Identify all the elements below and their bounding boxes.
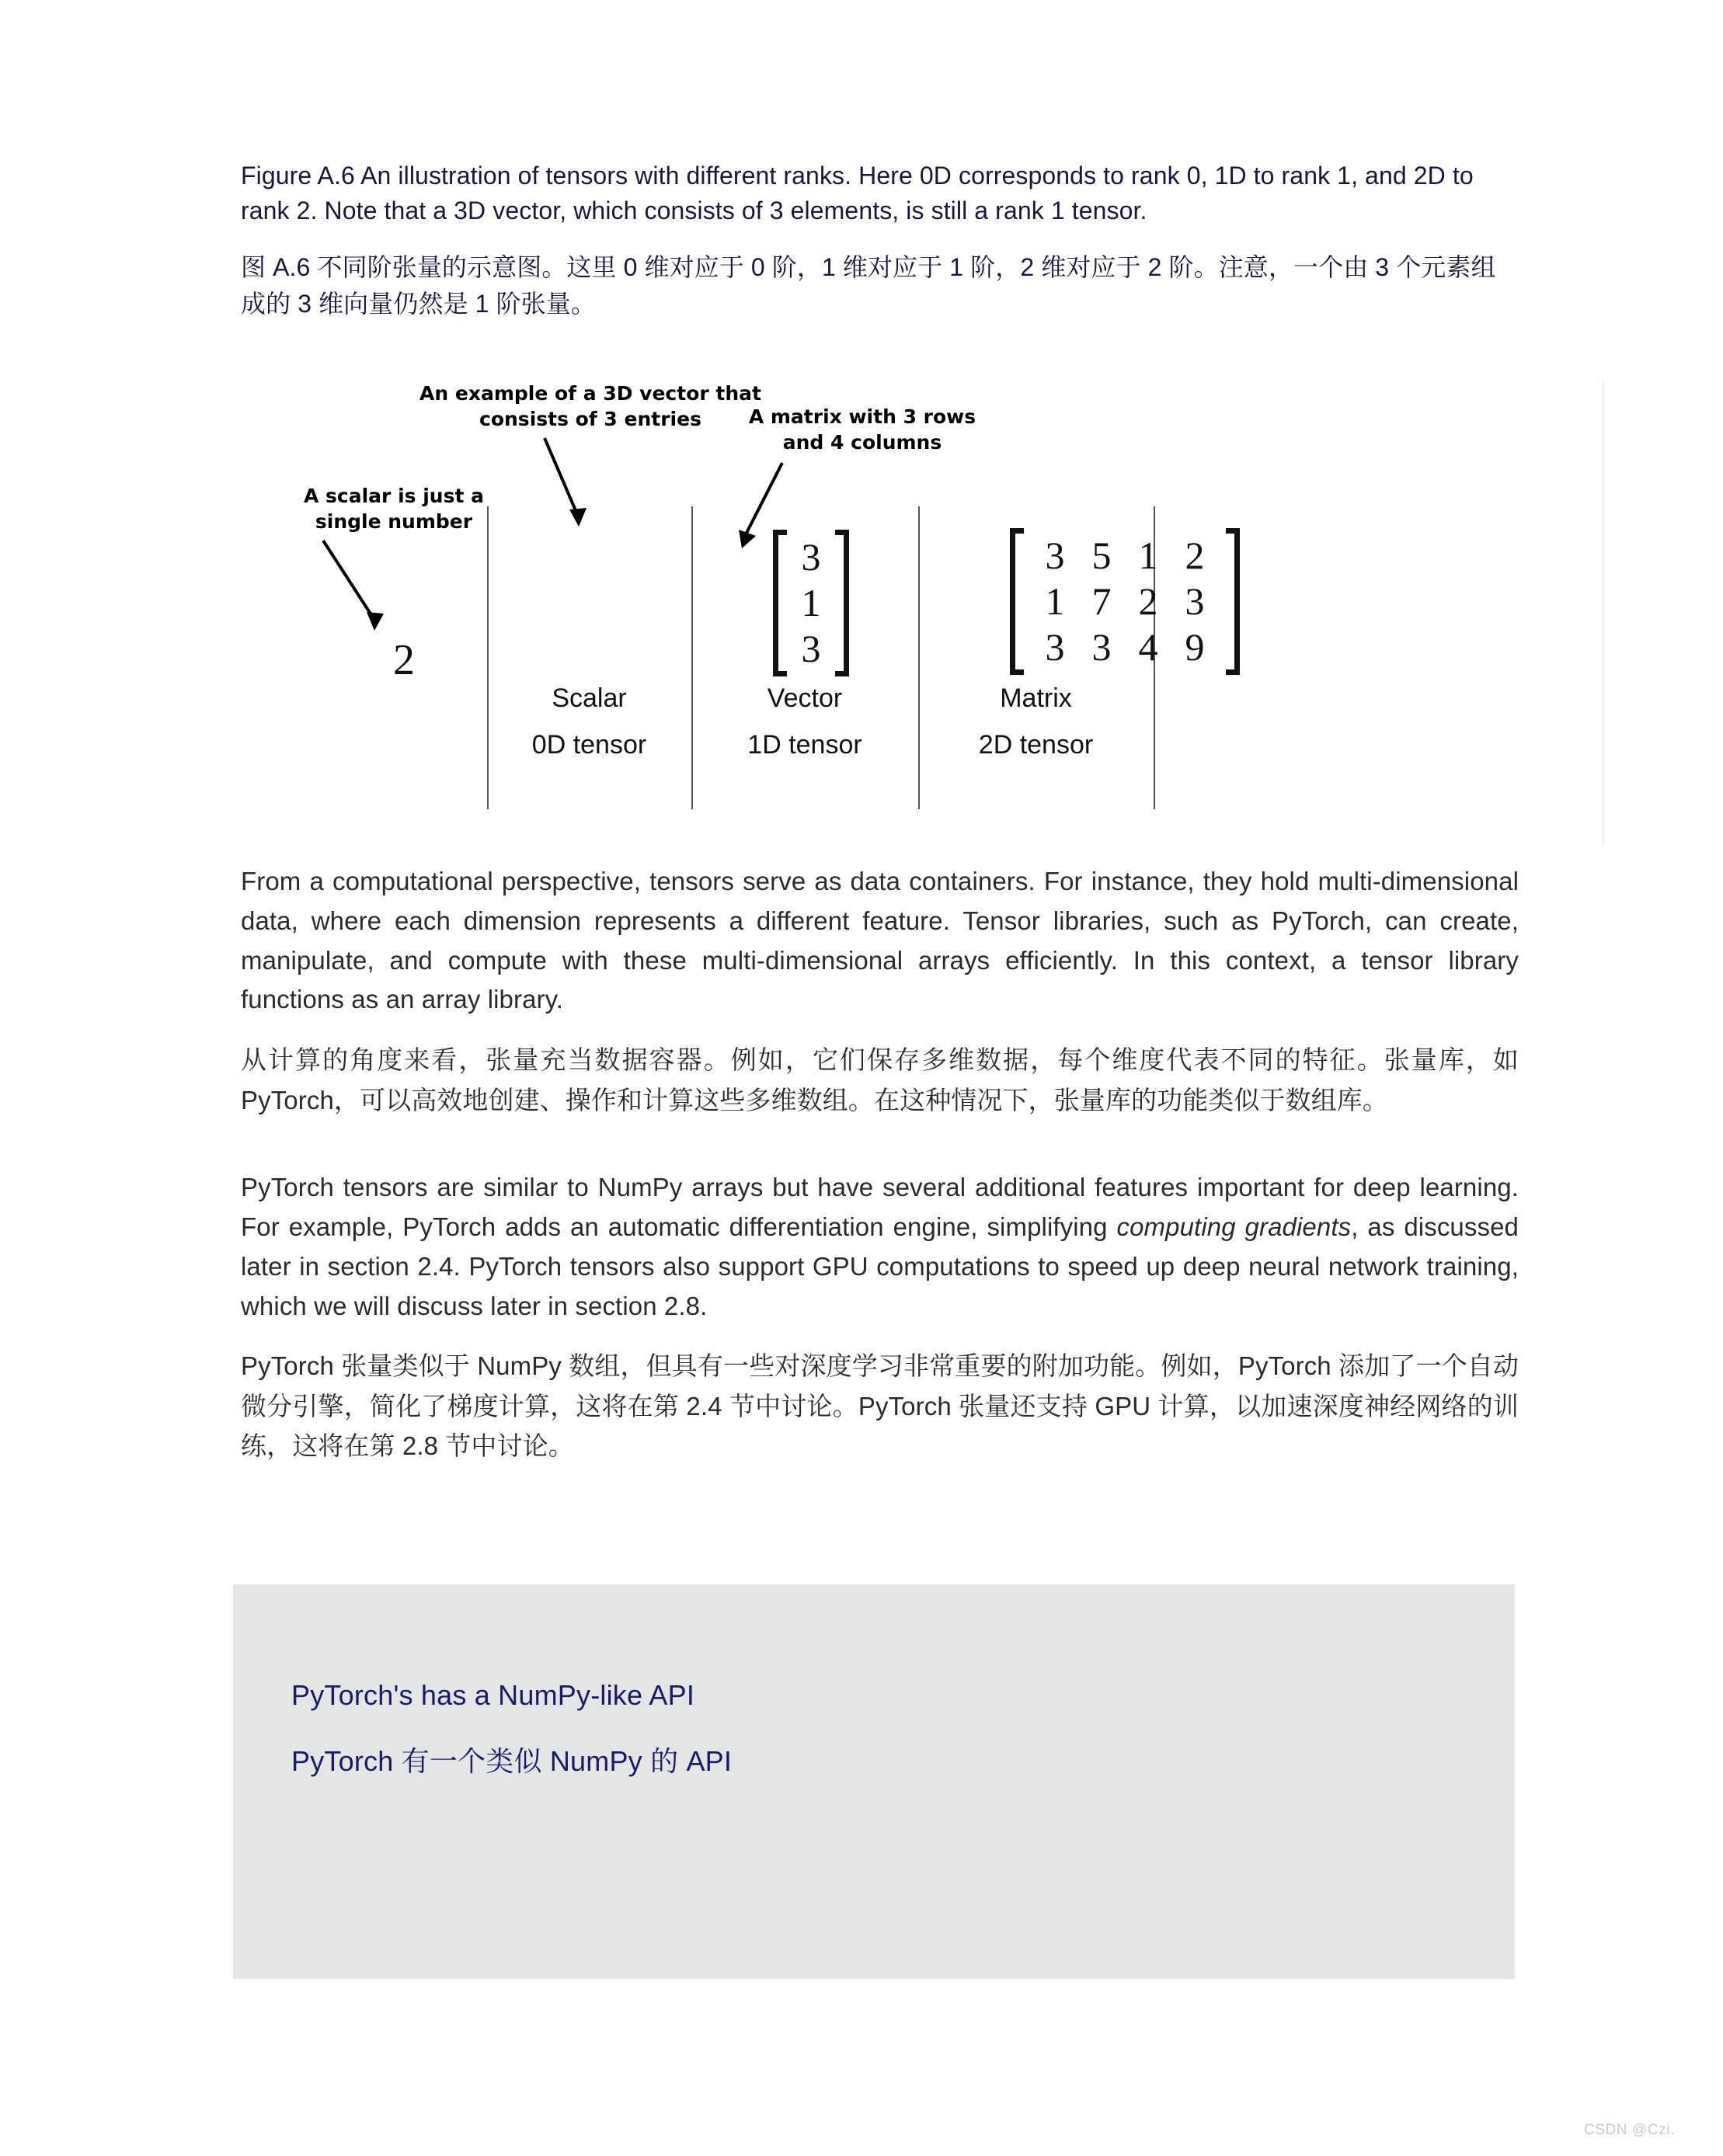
paragraph-2-english-after: , as discussed later in section 2.4. PyTorch tensors also support GPU computations to speed up deep neural network training, which we will discuss later in section 2.8. [241,1212,1519,1320]
callout-chinese: PyTorch 有一个类似 NumPy 的 API [291,1745,733,1777]
matrix-bracket-group [1010,528,1240,675]
matrix-row [1032,624,1218,670]
paragraph-1-english: From a computational perspective, tensors serve as data containers. For instance, they hold multi-dimensional data, where each dimension represents a different feature. Tensor libraries, such as PyTorch, can create, manipulate, and compute with these multi-dimensional arrays efficiently. In this context, a tensor library functions as an array library. [241,867,1519,1014]
matrix-cell: 3 [1045,625,1065,669]
vector-cell: 3 [801,535,821,579]
tier-name-matrix: Matrix [1000,683,1072,713]
body-content [241,862,1519,1466]
tier-name-vector: Vector [767,683,843,713]
matrix-row [1032,533,1218,579]
matrix-cell: 3 [1045,534,1065,577]
matrix-cell: 3 [1091,625,1112,669]
scalar-arrow-icon [318,536,404,637]
spacer [241,1120,1519,1168]
tier-name-scalar: Scalar [552,683,627,713]
paragraph-2-english-before: PyTorch tensors are similar to NumPy arrays but have several additional features important for deep learning. For example, PyTorch adds an automatic differentiation engine, simplifying [241,1173,1519,1241]
matrix-cell: 1 [1138,534,1158,577]
spacer [241,1020,1519,1040]
callout-box [233,1584,1515,1979]
paragraph-2-italic-phrase: computing gradients [1116,1212,1352,1241]
matrix-annotation-line1: A matrix with 3 rows [748,405,976,428]
vector-annotation-line1: An example of a 3D vector that [419,382,761,405]
figure-divider-2 [691,506,693,809]
matrix-annotation [598,404,1126,455]
figure-caption [241,158,1519,322]
vector-row [795,626,827,672]
tier-rank-matrix: 2D tensor [978,730,1094,760]
vector-annotation-line2: consists of 3 entries [479,408,701,430]
figure-right-edge-line [1603,381,1604,847]
matrix-cell: 1 [1045,579,1065,623]
vector-bracket-right [835,530,849,676]
matrix-cell: 9 [1185,625,1205,669]
matrix-cell: 5 [1091,534,1112,577]
matrix-bracket-right [1226,528,1240,675]
matrix-bracket-left [1010,528,1024,675]
tensor-rank-illustration [233,381,1624,847]
vector-cell: 1 [801,581,821,624]
scalar-value: 2 [393,636,415,684]
tier-rank-vector: 1D tensor [747,730,862,760]
figure-caption-chinese: 图 A.6 不同阶张量的示意图。这里 0 维对应于 0 阶，1 维对应于 1 阶，2 维对应于 2 阶。注意，一个由 3 个元素组成的 3 维向量仍然是 1 阶张量。 [241,252,1496,318]
paragraph-1-chinese: 从计算的角度来看，张量充当数据容器。例如，它们保存多维数据，每个维度代表不同的特征。张量库，如 PyTorch，可以高效地创建、操作和计算这些多维数组。在这种情况下，张量库的功能类似于数组库。 [241,1045,1519,1115]
matrix-annotation-line2: and 4 columns [782,431,942,454]
watermark: CSDN @Czi. [1583,2122,1675,2138]
vector-cell: 3 [801,627,821,670]
matrix-row [1032,579,1218,624]
scalar-annotation-line1: A scalar is just a [303,485,485,507]
matrix-cell: 4 [1138,625,1158,669]
matrix-cell: 3 [1185,579,1205,623]
matrix-values [1029,528,1221,675]
callout-english: PyTorch's has a NumPy-like API [291,1679,695,1711]
figure-divider-3 [918,506,920,809]
figure-caption-english: Figure A.6 An illustration of tensors with different ranks. Here 0D corresponds to rank 0, 1D to rank 1, and 2D to rank 2. Note that a 3D vector, which consists of 3 elements, is still a rank 1 tensor. [241,162,1474,225]
matrix-cell: 2 [1185,534,1205,577]
tier-rank-scalar: 0D tensor [531,730,647,760]
matrix-cell: 7 [1091,579,1112,623]
vector-row [795,580,827,626]
figure-divider-1 [487,506,489,809]
matrix-cell: 2 [1138,579,1158,623]
paragraph-2-chinese: PyTorch 张量类似于 NumPy 数组，但具有一些对深度学习非常重要的附加功能。例如，PyTorch 添加了一个自动微分引擎，简化了梯度计算，这将在第 2.4 节中讨论。PyTorch 张量还支持 GPU 计算，以加速深度神经网络的训练，这将在第 2.8 节中讨论。 [241,1351,1519,1461]
scalar-annotation [297,483,491,534]
matrix-arrow-icon [734,458,804,559]
scalar-annotation-line2: single number [315,510,473,533]
spacer [241,1326,1519,1346]
paragraph-2-english [241,1168,1519,1326]
